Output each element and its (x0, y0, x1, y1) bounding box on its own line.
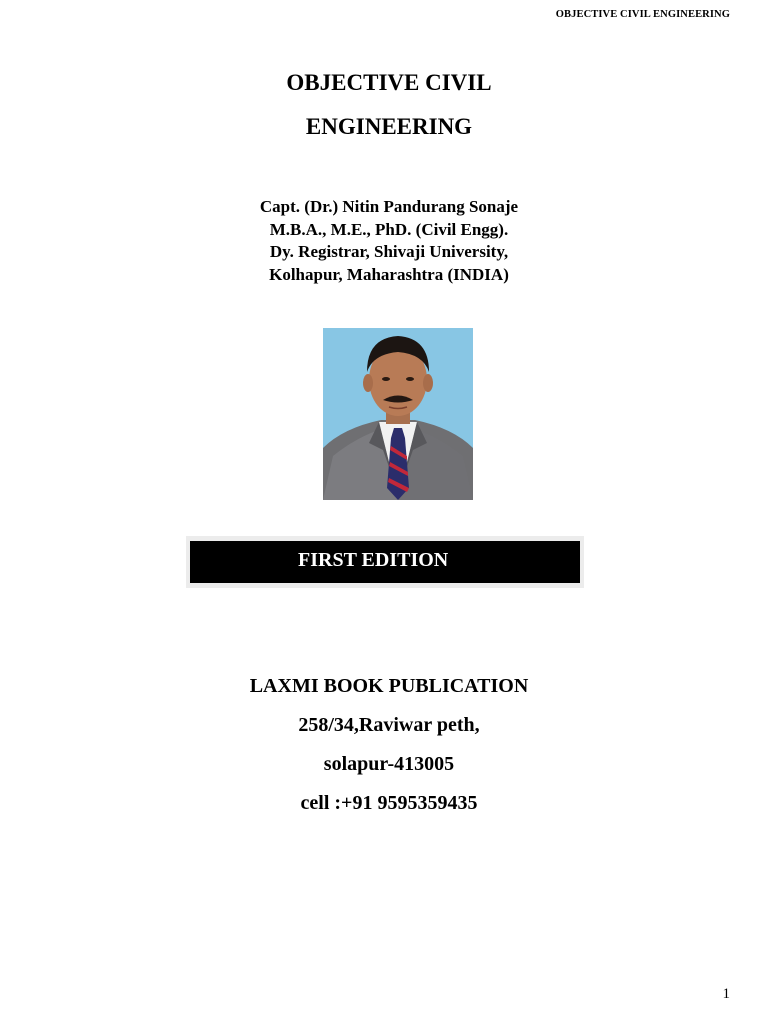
author-name: Capt. (Dr.) Nitin Pandurang Sonaje (259, 197, 519, 216)
author-photo (323, 328, 473, 500)
book-title-line-1: OBJECTIVE CIVIL (286, 70, 492, 95)
edition-banner: FIRST EDITION (190, 541, 580, 583)
author-degrees: M.B.A., M.E., PhD. (Civil Engg). (269, 219, 509, 239)
author-portrait-illustration (323, 328, 473, 500)
book-title-line-2: ENGINEERING (305, 114, 473, 139)
author-location: Kolhapur, Maharashtra (INDIA) (269, 264, 509, 284)
running-header: OBJECTIVE CIVIL ENGINEERING (555, 9, 730, 20)
publisher-name: LAXMI BOOK PUBLICATION (249, 675, 529, 697)
author-position: Dy. Registrar, Shivaji University, (269, 242, 509, 261)
author-block (0, 196, 768, 286)
publisher-city: solapur-413005 (323, 753, 455, 775)
edition-banner-frame (186, 536, 584, 588)
page-number: 1 (722, 986, 730, 1002)
publisher-address: 258/34,Raviwar peth, (298, 714, 480, 736)
publisher-phone: cell :+91 9595359435 (300, 792, 478, 814)
